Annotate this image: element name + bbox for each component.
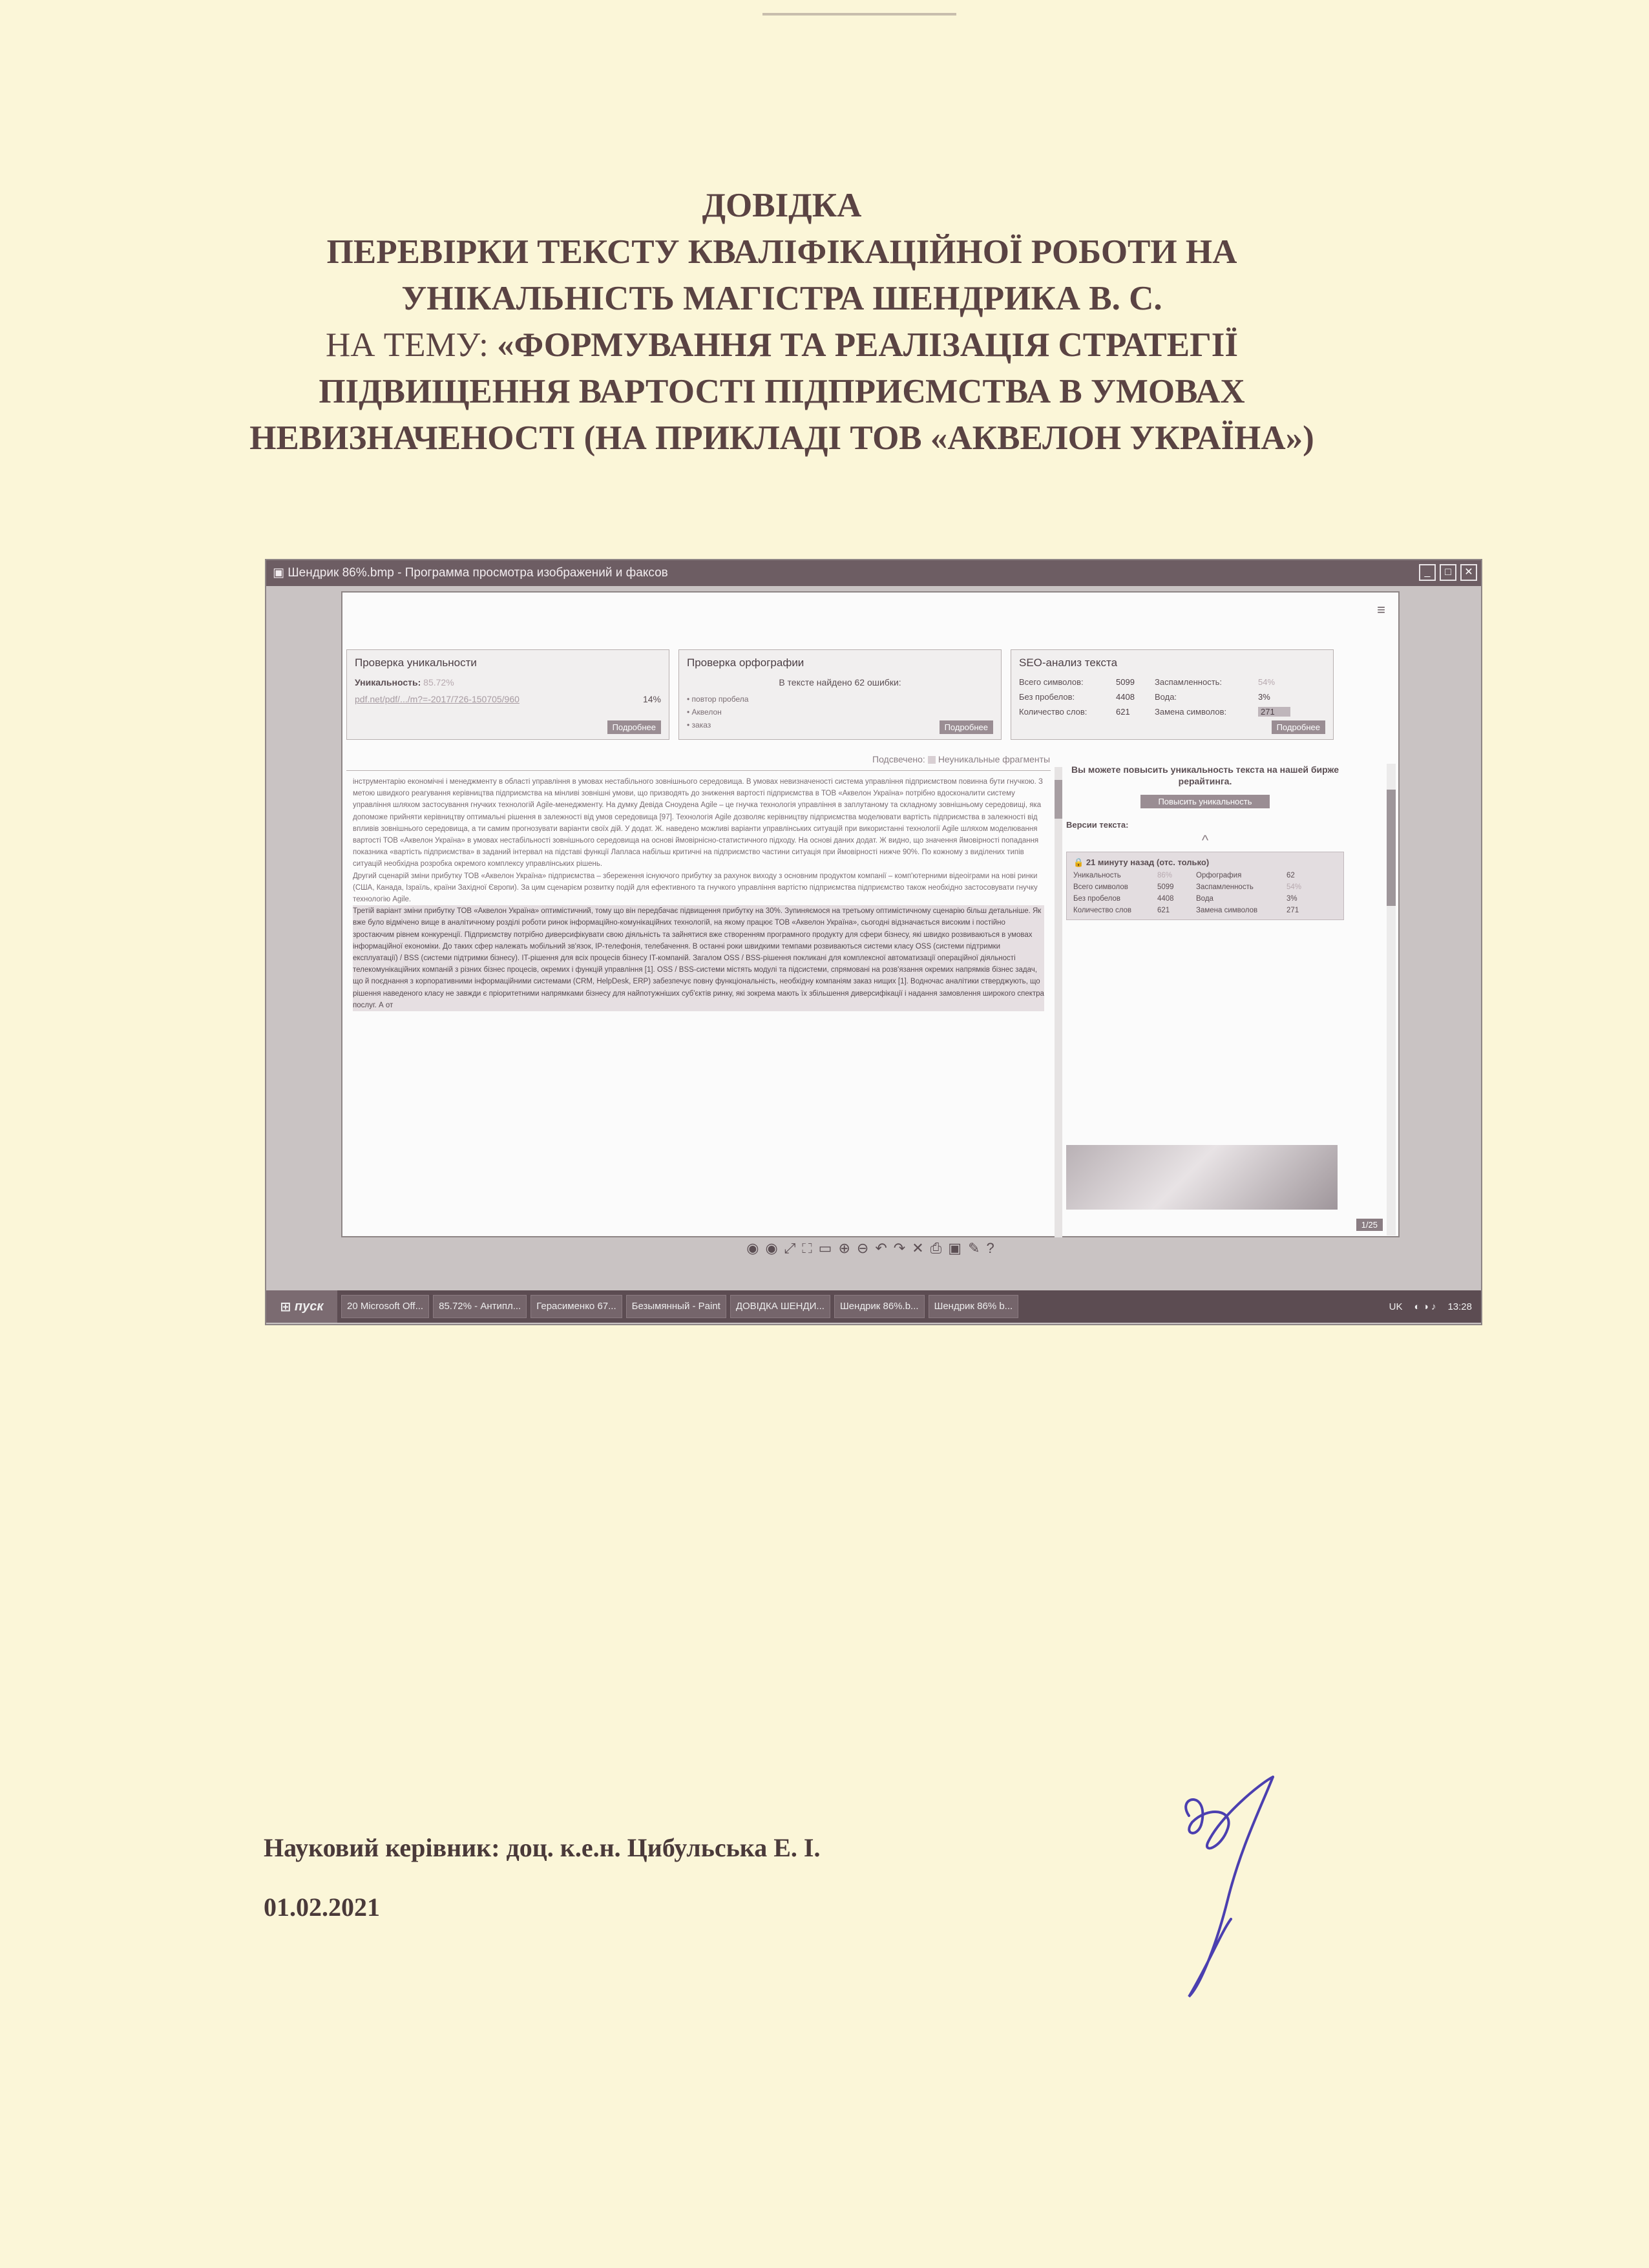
version-value: 4408 — [1157, 895, 1174, 903]
version-value: 5099 — [1157, 883, 1174, 891]
title-line-6: НЕВИЗНАЧЕНОСТІ (НА ПРИКЛАДІ ТОВ «АКВЕЛОН УКРАЇНА») — [249, 419, 1314, 457]
close-icon[interactable]: ✕ — [1460, 564, 1477, 581]
title-line-3: УНІКАЛЬНІСТЬ МАГІСТРА ШЕНДРИКА В. С. — [401, 280, 1162, 317]
seo-value: 5099 — [1116, 677, 1135, 687]
clock: 13:28 — [1447, 1301, 1472, 1312]
page-scrollbar[interactable] — [1387, 764, 1396, 1235]
document-date: 01.02.2021 — [264, 1893, 380, 1922]
taskbar-item[interactable]: Шендрик 86%.b... — [834, 1295, 925, 1318]
title-line-4 — [233, 322, 1331, 368]
spelling-title: Проверка орфографии — [687, 656, 804, 669]
windows-taskbar — [266, 1290, 1481, 1323]
lock-icon: 🔒 — [1073, 857, 1086, 867]
window-title: Шендрик 86%.bmp - Программа просмотра изображений и факсов — [288, 566, 668, 580]
source-link[interactable]: pdf.net/pdf/.../m?=-2017/726-150705/960 — [355, 694, 520, 704]
highlight-legend — [872, 754, 1050, 764]
title-line-5: ПІДВИЩЕННЯ ВАРТОСТІ ПІДПРИЄМСТВА В УМОВАХ — [319, 373, 1245, 410]
legend-prefix: Подсвечено: — [872, 754, 925, 764]
rotate-right-icon[interactable]: ↷ — [893, 1240, 912, 1256]
system-tray — [1389, 1301, 1481, 1312]
version-entry[interactable] — [1066, 852, 1344, 920]
window-icon: ▣ — [273, 566, 288, 580]
save-icon[interactable]: ▣ — [948, 1240, 969, 1256]
version-label: Заспамленность — [1196, 883, 1254, 891]
maximize-icon[interactable]: □ — [1440, 564, 1456, 581]
text-paragraph: інструментарію економічні і менеджменту в області управління в умовах нестабільного зовнішнього середовища. В умовах невизначеності система управління підприємством повинна бути гнучкою. З метою швидкого реагування керівництва підприємства на мінливі зовнішні умови, що призводять до зниження вартості підприємства в ТОВ «Аквелон Україна» потрібно вдосконалити систему управління шляхом застосування гнучких технологій Agile-менеджменту. На думку Девіда Сноудена Agile – це гнучка технологія управління в заплутаному та складному зовнішньому середовищі, яка допоможе прийняти керівництву оптимальні рішення в залежності від умов середовища [97]. Технологія Agile дозволяє керівництву підприємства моделювати вартість підприємства в залежності від впливів зовнішнього середовища, а ти самим прогнозувати варіанти своїх дій. У додат. Ж. наведено можливі варіанти управлінських ситуацій при використанні технології Agile шляхом моделювання вартості ТОВ «Аквелон Україна» в умовах нестабільності зовнішнього середовища на основі ймовірнісно-статистичного підходу. На основі даних додат. Ж видно, що значення ймовірності попадання показника «вартість підприємства» в заданий інтервал на підставі функції Лапласа набільш критичні на підприємство частини ситуація при ймовірності нижче 90%. По кожному з виділених типів ситуацій необхідна розробка окремого комплексу управлінських рішень. — [353, 778, 1043, 868]
embedded-screenshot — [265, 559, 1482, 1325]
window-controls — [1419, 564, 1477, 581]
taskbar-item[interactable]: 85.72% - Антипл... — [433, 1295, 527, 1318]
edit-icon[interactable]: ✎ — [968, 1240, 987, 1256]
supervisor-line: Науковий керівник: доц. к.е.н. Цибульська Е. І. — [264, 1833, 821, 1862]
versions-label: Версии текста: — [1066, 820, 1129, 830]
window-titlebar — [266, 560, 1481, 586]
version-value: 54% — [1287, 883, 1302, 891]
language-indicator[interactable]: UK — [1389, 1301, 1403, 1312]
version-stats — [1073, 872, 1337, 914]
delete-icon[interactable]: ✕ — [912, 1240, 930, 1256]
legend-label: Неуникальные фрагменты — [938, 754, 1051, 764]
version-label: Количество слов — [1073, 907, 1132, 914]
spelling-item[interactable]: повтор пробела — [691, 695, 749, 704]
version-label: Вода — [1196, 895, 1213, 903]
checked-text-pane[interactable] — [346, 770, 1051, 1237]
spelling-found: В тексте найдено 62 ошибки: — [779, 677, 901, 688]
tray-icons[interactable]: ◐ ◑ ♪ — [1414, 1301, 1436, 1312]
version-label: Без пробелов — [1073, 895, 1120, 903]
title-line-2: ПЕРЕВІРКИ ТЕКСТУ КВАЛІФІКАЦІЙНОЇ РОБОТИ НА — [326, 233, 1237, 271]
page-scrollbar-thumb[interactable] — [1387, 790, 1396, 906]
seo-label: Количество слов: — [1019, 707, 1087, 717]
spelling-list: • повтор пробела • Аквелон • заказ — [687, 695, 749, 730]
seo-value: 271 — [1258, 707, 1290, 717]
windows-logo-icon: ⊞ — [280, 1299, 295, 1314]
image-viewer-pane — [341, 591, 1400, 1237]
legend-swatch — [928, 756, 936, 764]
taskbar-item-active[interactable]: Шендрик 86% b... — [929, 1295, 1019, 1318]
seo-value: 3% — [1258, 692, 1270, 702]
source-row — [355, 694, 661, 704]
title-line-1: ДОВІДКА — [702, 187, 862, 224]
version-value: 3% — [1287, 895, 1297, 903]
spelling-item[interactable]: заказ — [691, 720, 711, 730]
text-paragraph: Другий сценарій зміни прибутку ТОВ «Аквелон Україна» підприємства – збереження існуючого прибутку за рахунок виходу з основним продуктом компанії – комп'ютерними відеоіграми на нові ринки (США, Канада, Ізраїль, країни Західної Європи). За цим сценарієм розвитку подій для ефективного та гнучкого управління вартістю підприємства підприємство також необхідно застосовувати гнучку технологію Agile. — [353, 872, 1038, 904]
text-paragraph-highlighted: Третій варіант зміни прибутку ТОВ «Аквелон Україна» оптимістичний, тому що він передбачає підвищення прибутку на 30%. Зупиняємося на третьому оптимістичному сценарію більш детальніше. Як вже було відмічено вище в аналітичному розділі роботи ринок інформаційно-комунікаційних технологій, на якому працює ТОВ «Аквелон Україна», сьогодні відзначається високим і постійно зростаючим рівнем конкуренції. Підприємству потрібно диверсифікувати свою діяльність та зайнятися вже створенням програмного продукту для сфери бізнесу, які швидко розвиваються в умовах інформаційної економіки. До таких сфер належать мобільний зв'язок, IP-телефонія, телебачення. В останні роки швидкими темпами розвиваються системи класу OSS (системи підтримки експлуатації) / BSS (системи підтримки бізнесу). IT-рішення для всіх процесів бізнесу IT-компаній. Загалом OSS / BSS-рішення покликані для комплексної автоматизації операційної діяльності телекомунікаційних компаній з різних бізнес процесів, окремих і функцій управління [1]. OSS / BSS-системи містять модулі та підсистеми, спрямовані на розв'язання окремих напрямків бізнес задач, що й поєднання з корпоративними інформаційними системами (CRM, HelpDesk, ERP) забезпечує повну функціональність, необхідну компаніям заказ нищих [1]. Водночас аналітики стверджують, що рішення наведеного класу не завжди є пріоритетними напрямками бізнесу для найпотужніших суб'єктів ринку, які зокрема мають їх збільшення диверсифікації і надання замовлення широкого спектра послуг. А от — [353, 905, 1044, 1011]
seo-label: Всего символов: — [1019, 677, 1084, 687]
help-icon[interactable]: ? — [986, 1240, 1001, 1256]
uniqueness-value: 85.72% — [423, 677, 454, 688]
topic-text-start: «ФОРМУВАННЯ ТА РЕАЛІЗАЦІЯ СТРАТЕГІЇ — [497, 326, 1239, 364]
handwritten-signature — [1163, 1770, 1299, 2003]
page-indicator: 1/25 — [1356, 1219, 1383, 1231]
minimize-icon[interactable]: _ — [1419, 564, 1436, 581]
spelling-item[interactable]: Аквелон — [691, 708, 722, 717]
uniqueness-title: Проверка уникальности — [355, 656, 477, 669]
scan-mark — [762, 13, 956, 16]
topic-prefix: НА ТЕМУ: — [325, 326, 498, 364]
actual-size-icon[interactable]: ⛶ — [802, 1240, 819, 1256]
seo-label: Заспамленность: — [1155, 677, 1223, 687]
seo-value: 621 — [1116, 707, 1130, 717]
uniqueness-more-button[interactable]: Подробнее — [607, 720, 661, 734]
caret-up-icon[interactable]: ^ — [1201, 832, 1209, 848]
rewrite-promo: Вы можете повысить уникальность текста на нашей бирже рерайтинга. — [1071, 764, 1339, 786]
print-icon[interactable]: ⎙ — [930, 1240, 949, 1256]
next-icon[interactable]: ◉ — [765, 1240, 784, 1256]
start-button[interactable]: ⊞ пуск — [266, 1290, 337, 1323]
version-label: Орфография — [1196, 872, 1242, 879]
seo-label: Без пробелов: — [1019, 692, 1075, 702]
seo-label: Замена символов: — [1155, 707, 1227, 717]
seo-more-button[interactable]: Подробнее — [1272, 720, 1325, 734]
versions-sidebar — [1066, 764, 1344, 1235]
version-value: 621 — [1157, 907, 1170, 914]
version-time: 21 минуту назад (отс. только) — [1086, 857, 1210, 867]
seo-title: SEO-анализ текста — [1019, 656, 1118, 669]
seo-card — [1011, 649, 1334, 740]
seo-value: 4408 — [1116, 692, 1135, 702]
zoom-out-icon[interactable]: ⊖ — [856, 1240, 876, 1256]
prev-icon[interactable]: ◉ — [746, 1240, 766, 1256]
spelling-more-button[interactable]: Подробнее — [940, 720, 993, 734]
source-percent: 14% — [642, 694, 661, 704]
taskbar-item[interactable]: Герасименко 67... — [530, 1295, 622, 1318]
taskbar-item[interactable]: Безымянный - Paint — [626, 1295, 726, 1318]
ad-banner-image[interactable] — [1066, 1145, 1338, 1210]
uniqueness-card — [346, 649, 669, 740]
slideshow-icon[interactable]: ▭ — [818, 1240, 839, 1256]
taskbar-item[interactable]: 20 Microsoft Off... — [341, 1295, 429, 1318]
uniqueness-row — [355, 677, 661, 688]
viewer-toolbar — [266, 1240, 1481, 1266]
seo-stats — [1019, 677, 1325, 717]
uniqueness-label: Уникальность: — [355, 677, 421, 688]
seo-label: Вода: — [1155, 692, 1177, 702]
scrollbar-thumb[interactable] — [1055, 780, 1062, 819]
increase-uniqueness-button[interactable]: Повысить уникальность — [1140, 795, 1270, 808]
taskbar-item[interactable]: ДОВІДКА ШЕНДИ... — [730, 1295, 830, 1318]
rotate-left-icon[interactable]: ↶ — [875, 1240, 894, 1256]
version-value: 86% — [1157, 872, 1173, 879]
version-label: Замена символов — [1196, 907, 1258, 914]
hamburger-menu-icon[interactable]: ≡ — [1377, 602, 1385, 618]
zoom-in-icon[interactable]: ⊕ — [838, 1240, 857, 1256]
version-value: 62 — [1287, 872, 1295, 879]
version-label: Всего символов — [1073, 883, 1128, 891]
text-scrollbar[interactable] — [1055, 767, 1062, 1237]
version-label: Уникальность — [1073, 872, 1121, 879]
seo-value: 54% — [1258, 677, 1276, 687]
document-title — [233, 182, 1331, 461]
version-value: 271 — [1287, 907, 1299, 914]
fit-icon[interactable]: ⤢ — [784, 1240, 803, 1256]
spelling-card — [678, 649, 1002, 740]
